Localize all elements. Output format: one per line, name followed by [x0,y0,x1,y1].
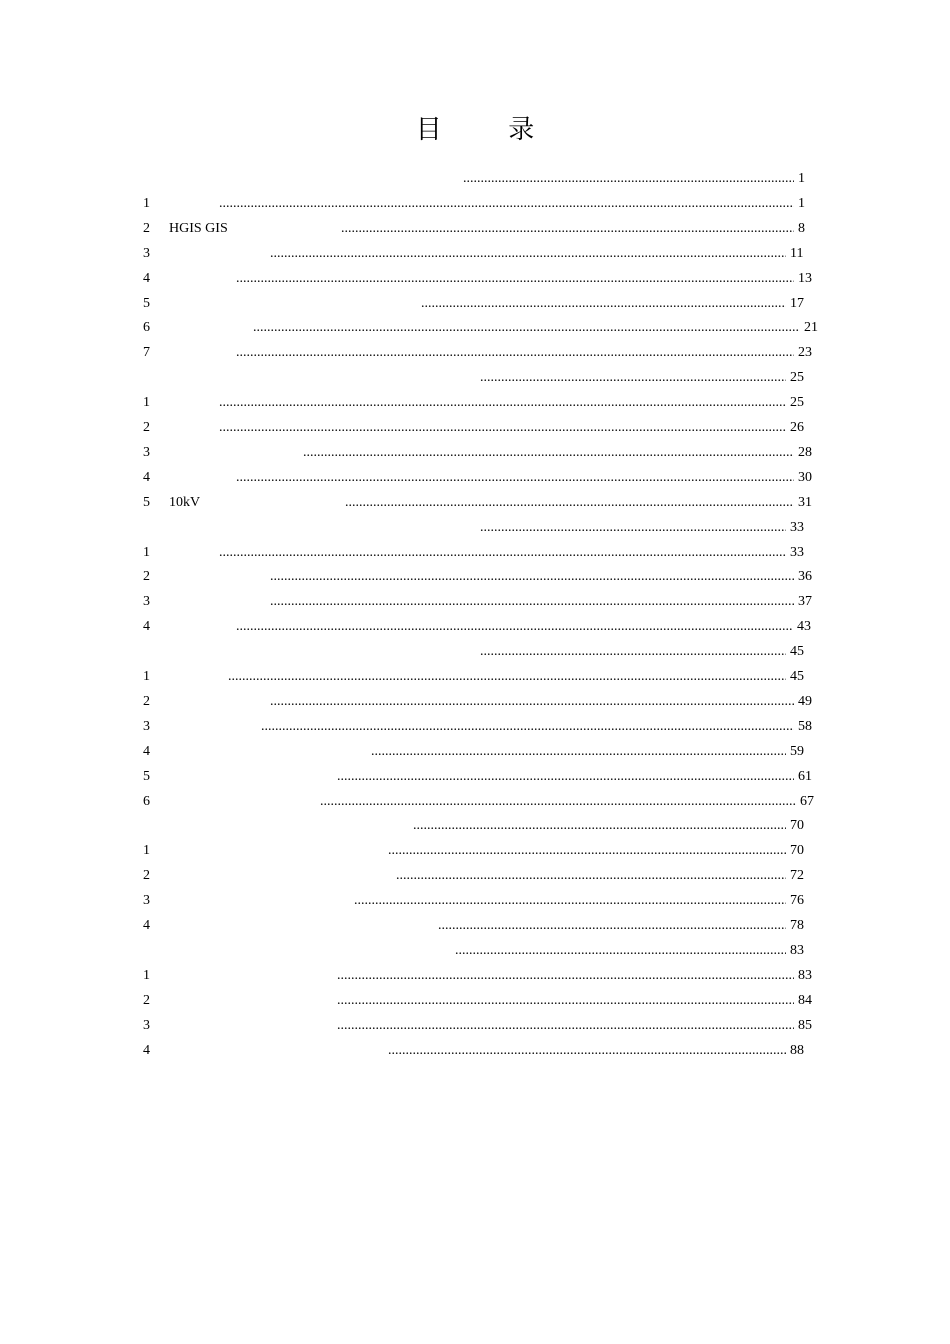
toc-entry-page: 33 [790,519,804,535]
toc-leader-dots [270,244,786,264]
toc-entry-page: 78 [790,918,804,933]
toc-leader-dots [480,368,786,388]
toc-entry-page: 31 [798,494,812,510]
toc-leader-dots [261,717,794,737]
toc-entry-page: 59 [790,743,804,759]
toc-entry-number: 3 [143,444,150,460]
toc-leader-dots [354,891,786,911]
toc-entry[interactable] [0,368,950,388]
toc-entry[interactable] [0,1016,950,1036]
toc-entry-number: 4 [143,743,150,759]
toc-entry[interactable] [0,468,950,488]
toc-entry-number: 5 [143,494,150,510]
toc-entry[interactable] [0,493,950,513]
toc-entry[interactable] [0,294,950,314]
toc-leader-dots [438,916,786,936]
toc-entry-page: 61 [798,768,812,784]
toc-entry-number: 4 [143,1042,150,1058]
toc-entry-page: 88 [790,1042,804,1058]
toc-entry[interactable] [0,816,950,836]
toc-entry[interactable] [0,891,950,911]
toc-entry-page: 58 [798,718,812,734]
toc-entry[interactable] [0,767,950,787]
toc-entry-page: 25 [790,395,804,411]
toc-leader-dots [253,318,800,338]
toc-entry-page: 25 [790,370,804,386]
toc-entry-number: 2 [143,992,150,1008]
toc-leader-dots [236,468,794,488]
toc-entry-page: 85 [798,1017,812,1033]
toc-entry-label: 10kV [169,494,201,510]
toc-leader-dots [337,991,794,1011]
toc-leader-dots [270,692,794,712]
toc-leader-dots [371,742,786,762]
toc-entry-page: 72 [790,868,804,884]
toc-entry[interactable] [0,792,950,812]
toc-leader-dots [270,567,794,587]
toc-leader-dots [463,169,794,189]
toc-entry[interactable] [0,219,950,239]
toc-entry[interactable] [0,866,950,886]
toc-entry-page: 8 [798,220,805,236]
toc-entry-number: 3 [143,893,150,909]
toc-entry-number: 3 [143,718,150,734]
toc-leader-dots [236,269,794,289]
toc-entry[interactable] [0,269,950,289]
toc-leader-dots [341,219,794,239]
toc-leader-dots [388,841,786,861]
toc-entry[interactable] [0,617,950,637]
toc-entry-page: 1 [798,171,805,186]
toc-entry-page: 49 [798,693,812,709]
toc-leader-dots [396,866,786,886]
toc-entry[interactable] [0,742,950,762]
toc-entry-number: 1 [143,843,150,859]
toc-leader-dots [219,393,786,413]
toc-leader-dots [219,418,786,438]
toc-entry-number: 2 [143,868,150,884]
toc-entry[interactable] [0,343,950,363]
toc-entry[interactable] [0,841,950,861]
toc-leader-dots [228,667,786,687]
toc-leader-dots [219,543,786,563]
toc-entry-page: 45 [790,644,804,660]
toc-entry-page: 70 [790,843,804,859]
toc-entry-page: 33 [790,544,804,560]
toc-leader-dots [270,592,794,612]
toc-leader-dots [236,617,793,637]
toc-entry[interactable] [0,567,950,587]
toc-entry[interactable] [0,1041,950,1061]
toc-entry-number: 5 [143,295,150,311]
toc-entry-page: 83 [790,942,804,958]
toc-leader-dots [236,343,794,363]
toc-entry[interactable] [0,443,950,463]
toc-entry-number: 1 [143,967,150,983]
toc-leader-dots [455,941,786,961]
toc-entry-number: 1 [143,395,150,411]
toc-leader-dots [413,816,786,836]
toc-entry[interactable] [0,393,950,413]
toc-entry-number: 7 [143,345,150,361]
toc-leader-dots [337,966,794,986]
toc-entry-page: 83 [798,967,812,983]
toc-entry[interactable] [0,916,950,936]
toc-entry-page: 28 [798,444,812,460]
toc-entry-page: 67 [800,793,814,809]
toc-entry[interactable] [0,518,950,538]
toc-entry-number: 2 [143,220,150,236]
toc-entry-page: 1 [798,195,805,211]
toc-entry-number: 2 [143,569,150,585]
toc-entry[interactable] [0,169,950,189]
toc-entry[interactable] [0,318,950,338]
toc-leader-dots [337,767,794,787]
toc-entry-number: 3 [143,594,150,610]
toc-entry-page: 21 [804,320,818,336]
toc-entry-page: 84 [798,992,812,1008]
toc-entry-number: 4 [143,619,150,635]
toc-entry[interactable] [0,543,950,563]
toc-entry[interactable] [0,966,950,986]
page-title: 目 录 [415,115,565,144]
toc-leader-dots [480,642,786,662]
toc-entry-page: 11 [790,245,804,261]
toc-entry-number: 6 [143,320,150,336]
toc-entry-number: 1 [143,544,150,560]
toc-entry-page: 70 [790,818,804,834]
toc-entry-page: 43 [797,619,811,635]
toc-entry[interactable] [0,418,950,438]
toc-entry-number: 2 [143,420,150,435]
toc-entry[interactable] [0,194,950,214]
toc-entry-number: 1 [143,195,150,211]
toc-entry-page: 36 [798,569,812,585]
toc-entry[interactable] [0,592,950,612]
toc-entry-label: HGIS GIS [169,220,228,236]
toc-leader-dots [388,1041,786,1061]
toc-entry-number: 4 [143,270,150,286]
toc-entry-number: 4 [143,469,150,485]
toc-entry[interactable] [0,667,950,687]
toc-leader-dots [480,518,786,538]
toc-leader-dots [345,493,794,513]
toc-entry-number: 4 [143,918,150,933]
toc-entry-number: 3 [143,1017,150,1033]
toc-entry[interactable] [0,717,950,737]
toc-entry[interactable] [0,692,950,712]
toc-leader-dots [219,194,794,214]
toc-entry-number: 2 [143,693,150,709]
toc-leader-dots [303,443,794,463]
toc-entry-page: 13 [798,270,812,286]
toc-entry-page: 45 [790,669,804,684]
toc-entry[interactable] [0,991,950,1011]
toc-leader-dots [337,1016,794,1036]
toc-entry[interactable] [0,244,950,264]
toc-entry-page: 23 [798,345,812,361]
toc-entry-page: 30 [798,469,812,485]
toc-entry[interactable] [0,941,950,961]
toc-entry[interactable] [0,642,950,662]
toc-entry-page: 76 [790,893,804,909]
toc-leader-dots [421,294,786,314]
toc-entry-number: 6 [143,793,150,809]
toc-entry-number: 3 [143,245,150,261]
toc-entry-number: 5 [143,768,150,784]
toc-entry-page: 17 [790,295,804,311]
toc-entry-number: 1 [143,669,150,684]
toc-leader-dots [320,792,796,812]
toc-entry-page: 37 [798,594,812,610]
toc-entry-page: 26 [790,420,804,435]
